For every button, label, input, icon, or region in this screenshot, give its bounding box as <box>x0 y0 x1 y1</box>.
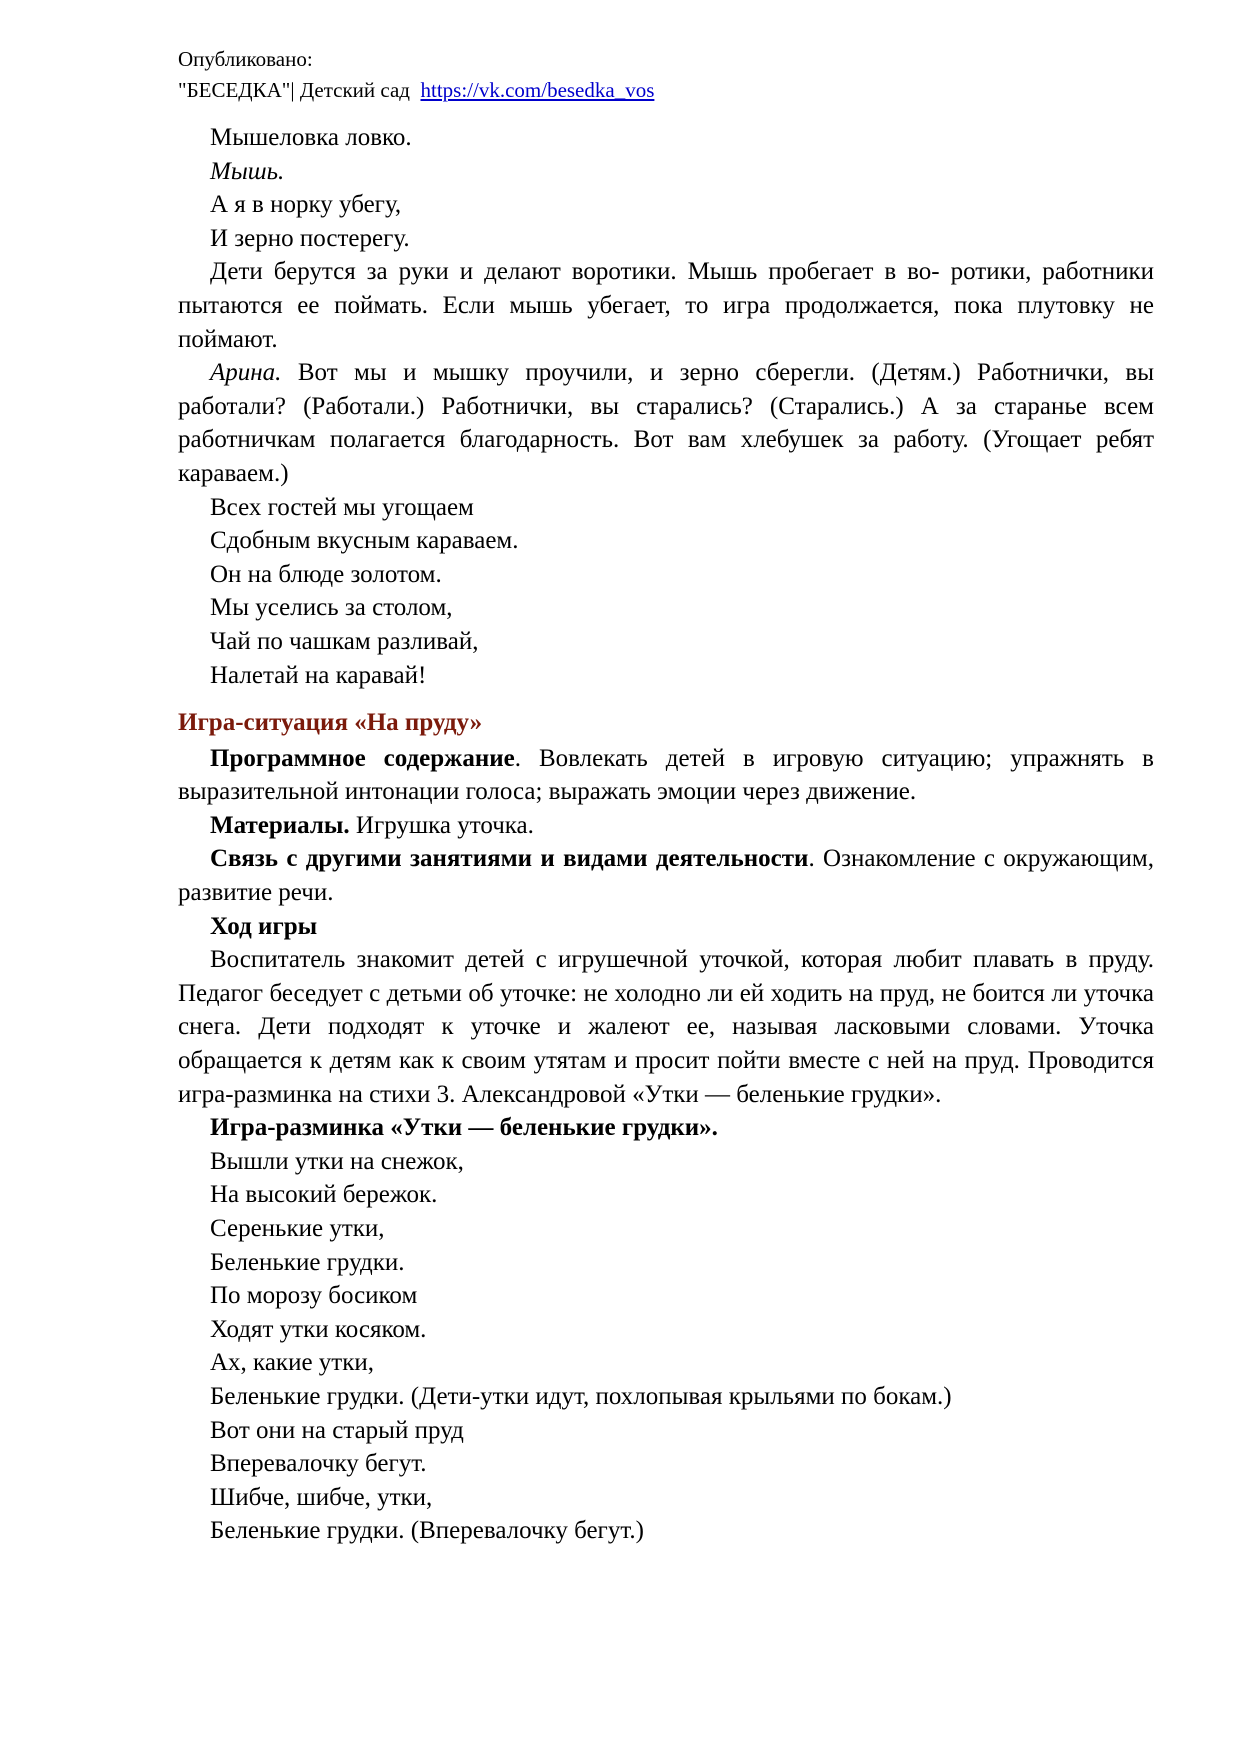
published-label: Опубликовано: <box>178 47 313 71</box>
paragraph-game-description: Воспитатель знакомит детей с игрушечной уточкой, которая любит плавать в пруду. Педагог беседует с детьми об уточке: не холодно ли ей ходить на пруд, не боится ли уточка снега. Дети подходят к уточке и жалеют ее, называя ласковыми словами. Уточка обращается к детям как к своим утятам и просит пойти вместе с ней на пруд. Проводится игра-разминка на стихи 3. Александровой «Утки — беленькие грудки». <box>178 946 1154 1108</box>
verse-line: Он на блюде золотом. <box>210 560 442 588</box>
verse-line: Ходят утки косяком. <box>210 1315 427 1343</box>
verse-line: Серенькие утки, <box>210 1215 385 1242</box>
verse-line: Беленькие грудки. (Дети-утки идут, похлопывая крыльями по бокам.) <box>210 1382 952 1410</box>
verse-line: Беленькие грудки. <box>210 1248 405 1276</box>
publisher-line <box>178 75 654 106</box>
label-materials: Материалы. <box>210 811 350 839</box>
verse-line: Мышеловка ловко. <box>210 124 412 151</box>
label-program-content: Программное содержание <box>210 744 515 772</box>
paragraph-materials <box>178 809 1154 843</box>
subheading-game-flow: Ход игры <box>210 912 318 940</box>
verse-line: Вышли утки на снежок, <box>210 1147 464 1175</box>
paragraph-gates: Дети берутся за руки и делают воротики. Мышь пробегает в во- ротики, работники пытаются ее поймать. Если мышь убегает, то игра продолжается, пока плутовку не поймают. <box>178 258 1154 353</box>
verse-line: По морозу босиком <box>210 1282 418 1310</box>
publication-header <box>178 44 654 106</box>
verse-line: Всех гостей мы угощаем <box>210 493 474 521</box>
publisher-link[interactable]: https://vk.com/besedka_vos <box>420 78 655 102</box>
verse-line: Беленькие грудки. (Вперевалочку бегут.) <box>210 1517 644 1545</box>
document-body <box>178 121 1154 1548</box>
program-content-text: . Вовлекать детей в игровую ситуацию; упражнять в выразительной интонации голоса; выражать эмоции через движение. <box>178 744 1154 806</box>
verse-line: Шибче, шибче, утки, <box>210 1483 433 1511</box>
speaker-arina: Арина. <box>210 359 282 387</box>
paragraph-connections <box>178 842 1154 909</box>
label-connections: Связь с другими занятиями и видами деятельности <box>210 845 809 873</box>
verse-line: Вперевалочку бегут. <box>210 1450 427 1478</box>
verse-line: На высокий бережок. <box>210 1181 438 1209</box>
subheading-warmup: Игра-разминка «Утки — беленькие грудки». <box>210 1114 718 1142</box>
verse-line: А я в норку убегу, <box>210 191 402 219</box>
section-heading: Игра-ситуация «На пруду» <box>178 709 483 737</box>
verse-line: Вот они на старый пруд <box>210 1416 464 1444</box>
publisher-name: "БЕСЕДКА"| Детский сад <box>178 78 410 102</box>
connections-text: . Ознакомление с окружающим, развитие речи. <box>178 845 1154 907</box>
verse-line: Мы уселись за столом, <box>210 594 453 622</box>
verse-line: Налетай на каравай! <box>210 661 427 689</box>
arina-speech: Вот мы и мышку проучили, и зерно сберегли. (Детям.) Работнички, вы работали? (Работали.) Работнички, вы старались? (Старались.) А за старанье всем работничкам полагается благодарность. Вот вам хлебушек за работу. (Угощает ребят караваем.) <box>178 359 1154 487</box>
verse-line: Сдобным вкусным караваем. <box>210 527 519 555</box>
speaker-mouse: Мышь. <box>210 157 285 185</box>
paragraph-program-content <box>178 742 1154 809</box>
verse-line: Чай по чашкам разливай, <box>210 627 479 655</box>
verse-line: И зерно постерегу. <box>210 224 410 252</box>
verse-line: Ах, какие утки, <box>210 1349 374 1377</box>
materials-text: Игрушка уточка. <box>349 811 534 839</box>
paragraph-arina <box>178 356 1154 490</box>
